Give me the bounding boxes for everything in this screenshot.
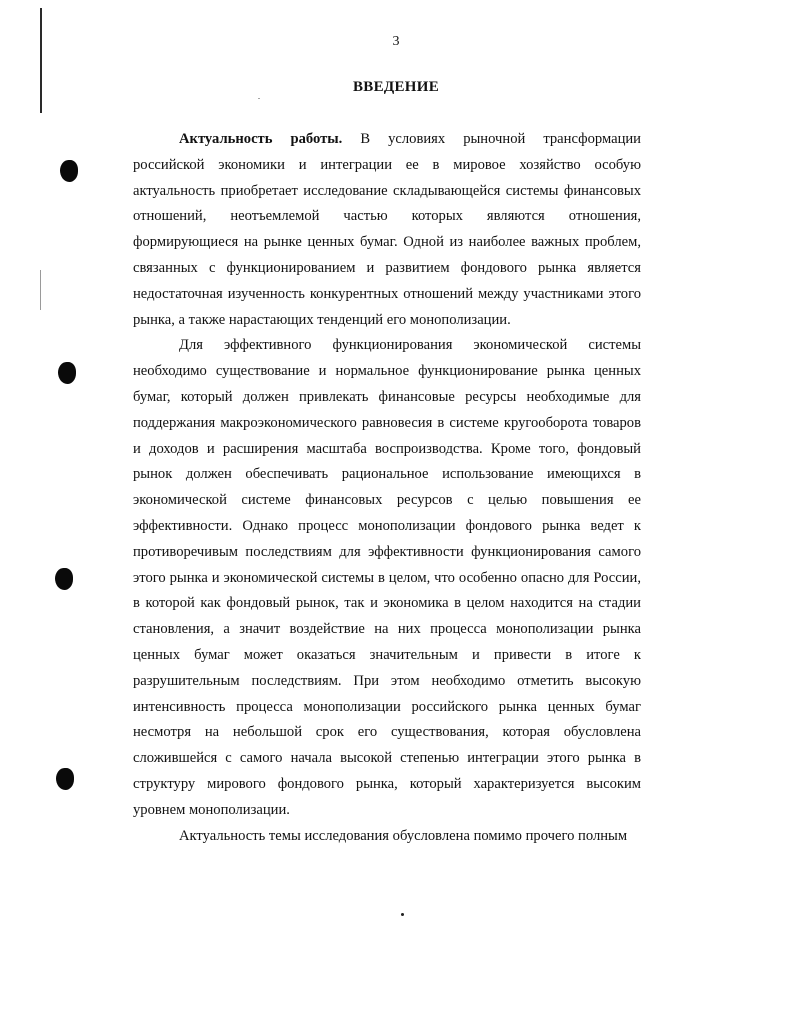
paragraph-text: Актуальность темы исследования обусловлена помимо прочего полным (179, 827, 628, 844)
punch-hole-mark (55, 568, 73, 590)
paragraph-text: Для эффективного функционирования экономической системы необходимо существование и нормальное функционирование рынка ценных бумаг, который должен привлекать финансовые ресурсы необходимые для поддержания макроэкономического равновесия в системе кругооборота товаров и доходов и расширения масштаба воспроизводства. Кроме того, фондовый рынок должен обеспечивать рациональное использование имеющихся в экономической системе финансовых ресурсов с целью повышения ее эффективности. Однако процесс монополизации фондового рынка ведет к противоречивым последствиям для эффективности функционирования самого этого рынка и экономической системы в целом, что особенно опасно для России, в которой как фондовый рынок, так и экономика в целом находится на стадии становления, а значит воздействие на них процесса монополизации рынка ценных бумаг может оказаться значительным и привести в итоге к разрушительным последствиям. При этом необходимо отметить высокую интенсивность процесса монополизации российского рынка ценных бумаг несмотря на небольшой срок его существования, которая обусловлена сложившейся с самого начала высокой степенью интеграции этого рынка в структуру мирового фондового рынка, который характеризуется высоким уровнем монополизации. (133, 337, 641, 818)
scan-border-line (40, 8, 42, 113)
scan-border-line-faint (40, 270, 41, 310)
paragraph-efficiency (133, 333, 641, 823)
document-body (133, 127, 641, 849)
punch-hole-mark (56, 768, 74, 790)
punch-hole-mark (60, 160, 78, 182)
paragraph-topic (133, 824, 641, 850)
paragraph-lead: Актуальность работы. (179, 131, 343, 147)
paragraph-relevance (133, 127, 641, 333)
punch-hole-mark (58, 362, 76, 384)
paragraph-text: В условиях рыночной трансформации российской экономики и интеграции ее в мировое хозяйство особую актуальность приобретает исследование складывающейся системы финансовых отношений, неотъемлемой частью которых являются отношения, формирующиеся на рынке ценных бумаг. Одной из наиболее важных проблем, связанных с функционированием и развитием фондового рынка является недостаточная изученность конкурентных отношений между участниками этого рынка, а также нарастающих тенденций его монополизации. (133, 131, 641, 328)
page-number: 3 (392, 34, 400, 49)
page-heading: ВВЕДЕНИЕ (352, 79, 440, 95)
scan-speck (401, 913, 404, 916)
scan-speck (258, 98, 260, 99)
